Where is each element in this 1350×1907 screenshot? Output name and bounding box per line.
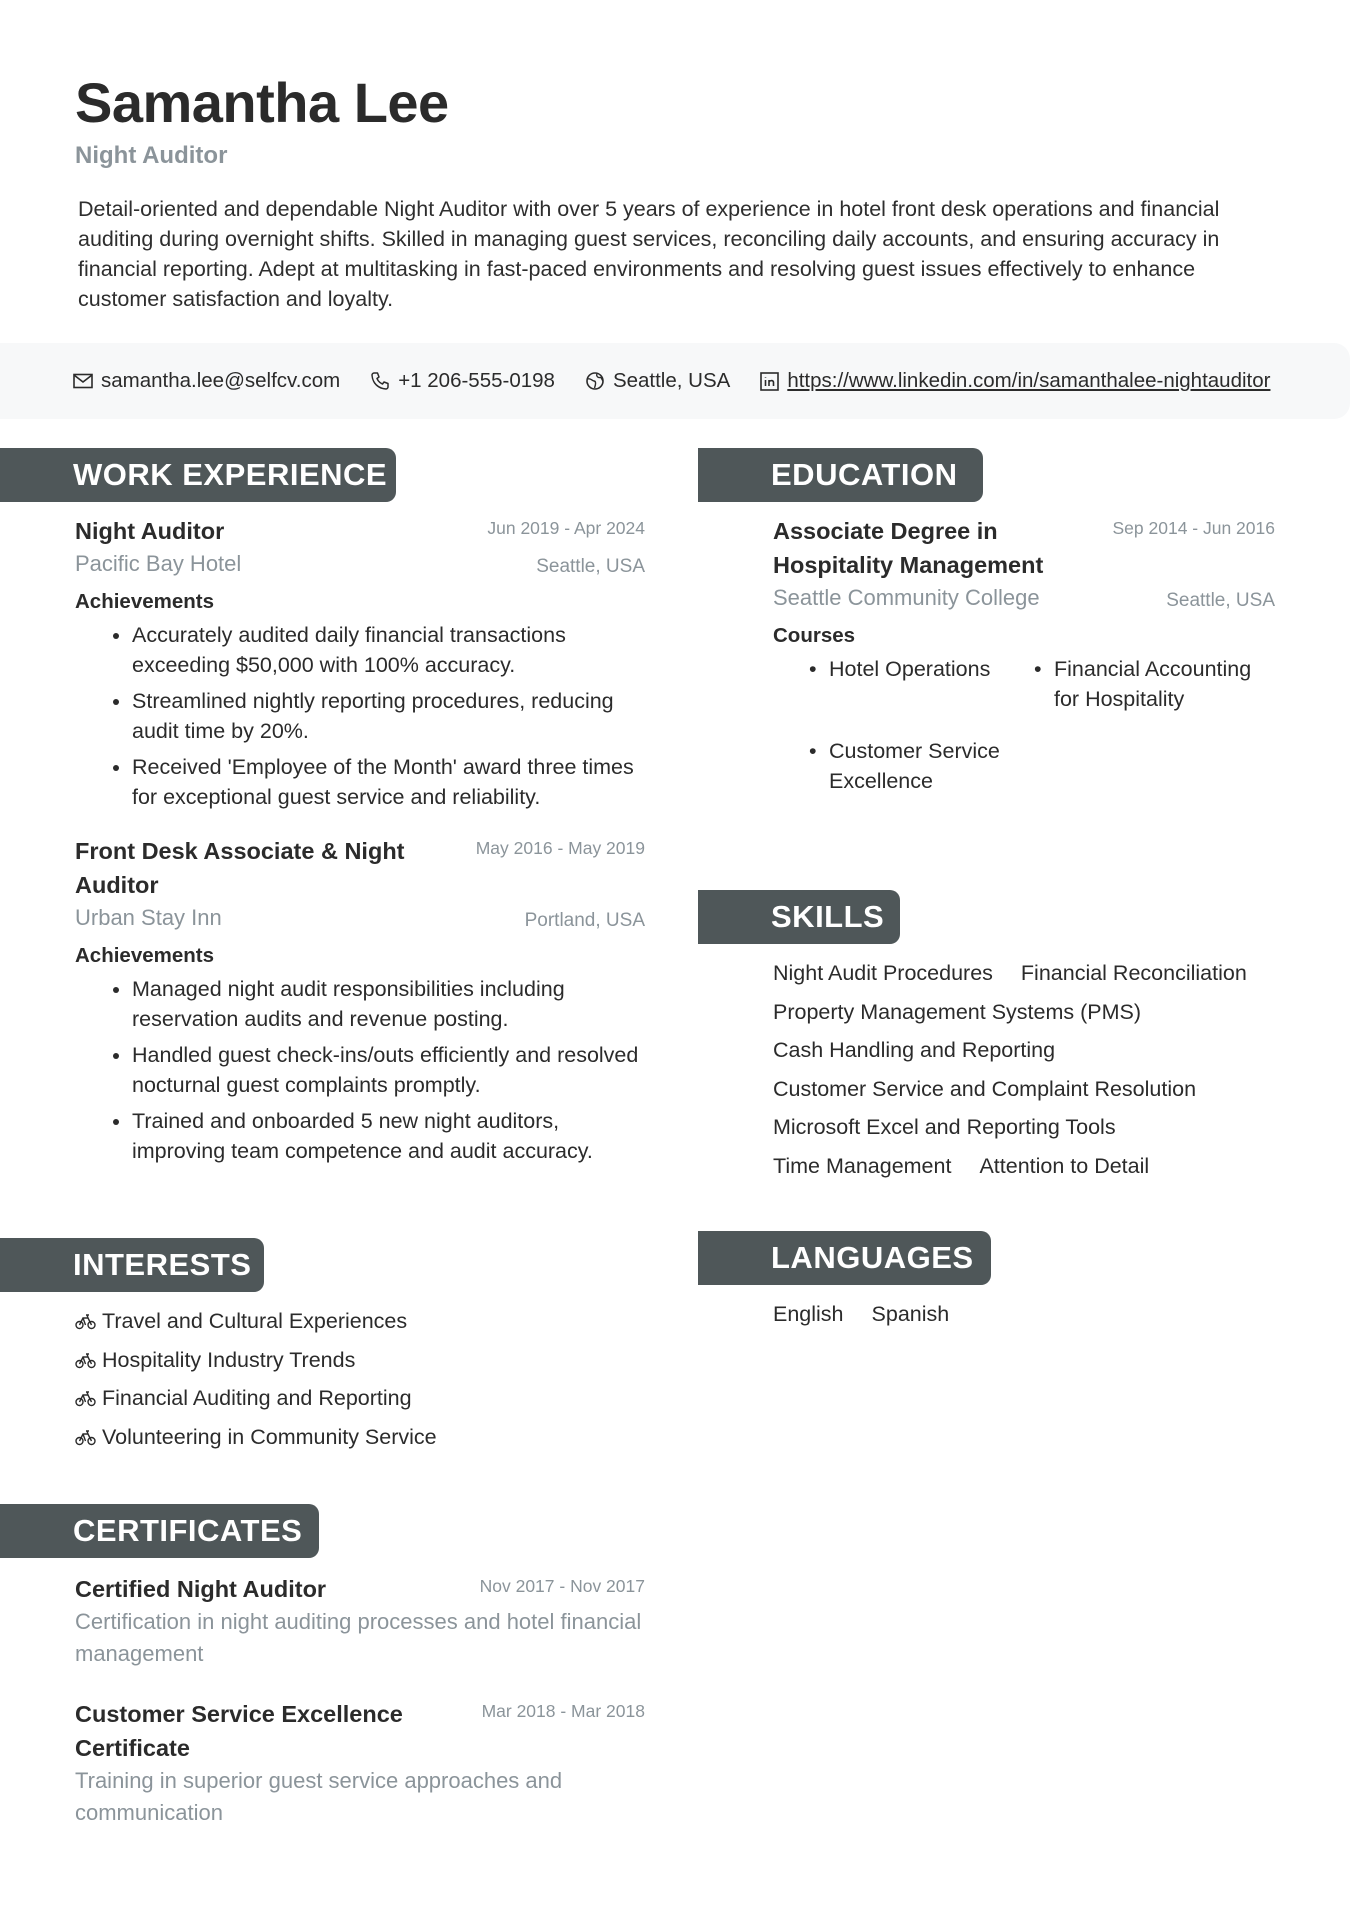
company-name: Urban Stay Inn: [75, 905, 222, 930]
section-heading-education: EDUCATION: [698, 448, 983, 502]
achievement-item: • Managed night audit responsibilities including reservation audits and revenue posting.: [132, 974, 645, 1034]
job-location: Seattle, USA: [536, 556, 645, 577]
work-entry: [75, 834, 645, 1166]
achievement-item: • Received 'Employee of the Month' award three times for exceptional guest service and reliability.: [132, 752, 645, 812]
interest-text: Hospitality Industry Trends: [102, 1347, 356, 1372]
summary-text: Detail-oriented and dependable Night Auditor with over 5 years of experience in hotel front desk operations and financial auditing during overnight shifts. Skilled in managing guest services, reconciling daily accounts, and ensuring accuracy in financial reporting. Adept at multitasking in fast-paced environments and resolving guest issues effectively to enhance customer satisfaction and loyalty.: [78, 197, 1220, 311]
work-entry: [75, 514, 645, 812]
skill-item: Financial Reconciliation: [1020, 961, 1247, 985]
interest-text: Travel and Cultural Experiences: [102, 1309, 408, 1333]
course-item: • Customer Service Excellence: [773, 736, 1024, 796]
skill-item: Night Audit Procedures: [773, 961, 993, 985]
language-item: Spanish: [871, 1302, 950, 1326]
section-heading-languages: LANGUAGES: [698, 1231, 991, 1285]
certificate-title: Customer Service Excellence Certificate: [75, 1701, 403, 1761]
certificate-dates: Mar 2018 - Mar 2018: [481, 1701, 645, 1721]
section-heading-interests: INTERESTS: [0, 1238, 264, 1292]
mail-icon: [73, 373, 93, 389]
contact-bar: [0, 343, 1350, 419]
education-block: [773, 514, 1275, 818]
certificate-description: Training in superior guest service approaches and communication: [75, 1768, 563, 1825]
interest-item: [75, 1341, 645, 1380]
job-dates: May 2016 - May 2019: [475, 838, 645, 858]
linkedin-link[interactable]: https://www.linkedin.com/in/samanthalee-nightauditor: [787, 369, 1271, 392]
skills-list: [773, 954, 1275, 1185]
course-item: • Financial Accounting for Hospitality: [1024, 654, 1275, 714]
job-dates: Jun 2019 - Apr 2024: [487, 518, 645, 538]
skill-item: Property Management Systems (PMS): [773, 999, 1142, 1024]
achievements-list: [75, 620, 645, 812]
languages-chips: [773, 1295, 1275, 1334]
interest-text: Financial Auditing and Reporting: [102, 1386, 412, 1410]
language-item: English: [773, 1302, 844, 1326]
achievements-heading: Achievements: [75, 590, 215, 613]
interest-item: [75, 1302, 645, 1341]
company-name: Pacific Bay Hotel: [75, 551, 242, 576]
contact-email-text: samantha.lee@selfcv.com: [101, 369, 341, 392]
interest-item: [75, 1418, 645, 1457]
skills-chips: [773, 954, 1275, 1185]
phone-icon: [370, 371, 390, 391]
resume-header: [75, 68, 1220, 314]
achievement-item: • Streamlined nightly reporting procedures, reducing audit time by 20%.: [132, 686, 645, 746]
achievements-heading: Achievements: [75, 944, 215, 967]
achievement-item: • Accurately audited daily financial transactions exceeding $50,000 with 100% accuracy.: [132, 620, 645, 680]
school-name: Seattle Community College: [773, 585, 1040, 610]
courses-heading: Courses: [773, 624, 856, 647]
certificates-list: [75, 1572, 645, 1829]
bicycle-icon: [75, 1312, 96, 1330]
globe-icon: [585, 371, 605, 391]
certificate-entry: [75, 1572, 645, 1670]
skill-item: Customer Service and Complaint Resolution: [773, 1076, 1197, 1101]
bicycle-icon: [75, 1428, 96, 1446]
section-heading-skills: SKILLS: [698, 890, 900, 944]
candidate-name: Samantha Lee: [75, 71, 449, 134]
contact-linkedin[interactable]: [760, 369, 1270, 393]
interests-list: [75, 1302, 645, 1456]
bicycle-icon: [75, 1351, 96, 1369]
degree-title: Associate Degree in Hospitality Management: [773, 518, 1044, 578]
section-heading-certificates: CERTIFICATES: [0, 1504, 319, 1558]
courses-list: [773, 654, 1275, 818]
contact-phone[interactable]: [370, 369, 555, 393]
course-item: • Hotel Operations: [773, 654, 1024, 714]
candidate-role: Night Auditor: [75, 142, 228, 169]
job-title: Front Desk Associate & Night Auditor: [75, 838, 405, 898]
certificate-title: Certified Night Auditor: [75, 1576, 327, 1602]
contact-location-text: Seattle, USA: [612, 369, 731, 392]
contact-email[interactable]: [73, 369, 340, 393]
work-experience-list: [75, 514, 645, 1172]
job-location: Portland, USA: [524, 910, 645, 931]
education-dates: Sep 2014 - Jun 2016: [1112, 518, 1275, 538]
certificate-dates: Nov 2017 - Nov 2017: [479, 1576, 645, 1596]
achievement-item: • Handled guest check-ins/outs efficiently and resolved nocturnal guest complaints promptly.: [132, 1040, 645, 1100]
job-title: Night Auditor: [75, 518, 225, 544]
skill-item: Attention to Detail: [979, 1153, 1150, 1178]
skill-item: Cash Handling and Reporting: [773, 1038, 1056, 1062]
skill-item: Microsoft Excel and Reporting Tools: [773, 1115, 1116, 1139]
interest-item: [75, 1379, 645, 1418]
certificate-entry: [75, 1697, 645, 1829]
certificate-description: Certification in night auditing processes and hotel financial management: [75, 1609, 642, 1666]
section-heading-work: WORK EXPERIENCE: [0, 448, 396, 502]
achievements-list: [75, 974, 645, 1166]
interest-text: Volunteering in Community Service: [102, 1424, 437, 1449]
education-entry: [773, 514, 1275, 818]
bicycle-icon: [75, 1389, 96, 1407]
linkedin-icon: [760, 372, 779, 391]
languages-list: [773, 1295, 1275, 1334]
contact-location: [585, 369, 730, 393]
skill-item: Time Management: [773, 1153, 952, 1178]
achievement-item: • Trained and onboarded 5 new night auditors, improving team competence and audit accuracy.: [132, 1106, 645, 1166]
school-location: Seattle, USA: [1166, 590, 1275, 611]
contact-phone-text: +1 206-555-0198: [398, 369, 555, 392]
